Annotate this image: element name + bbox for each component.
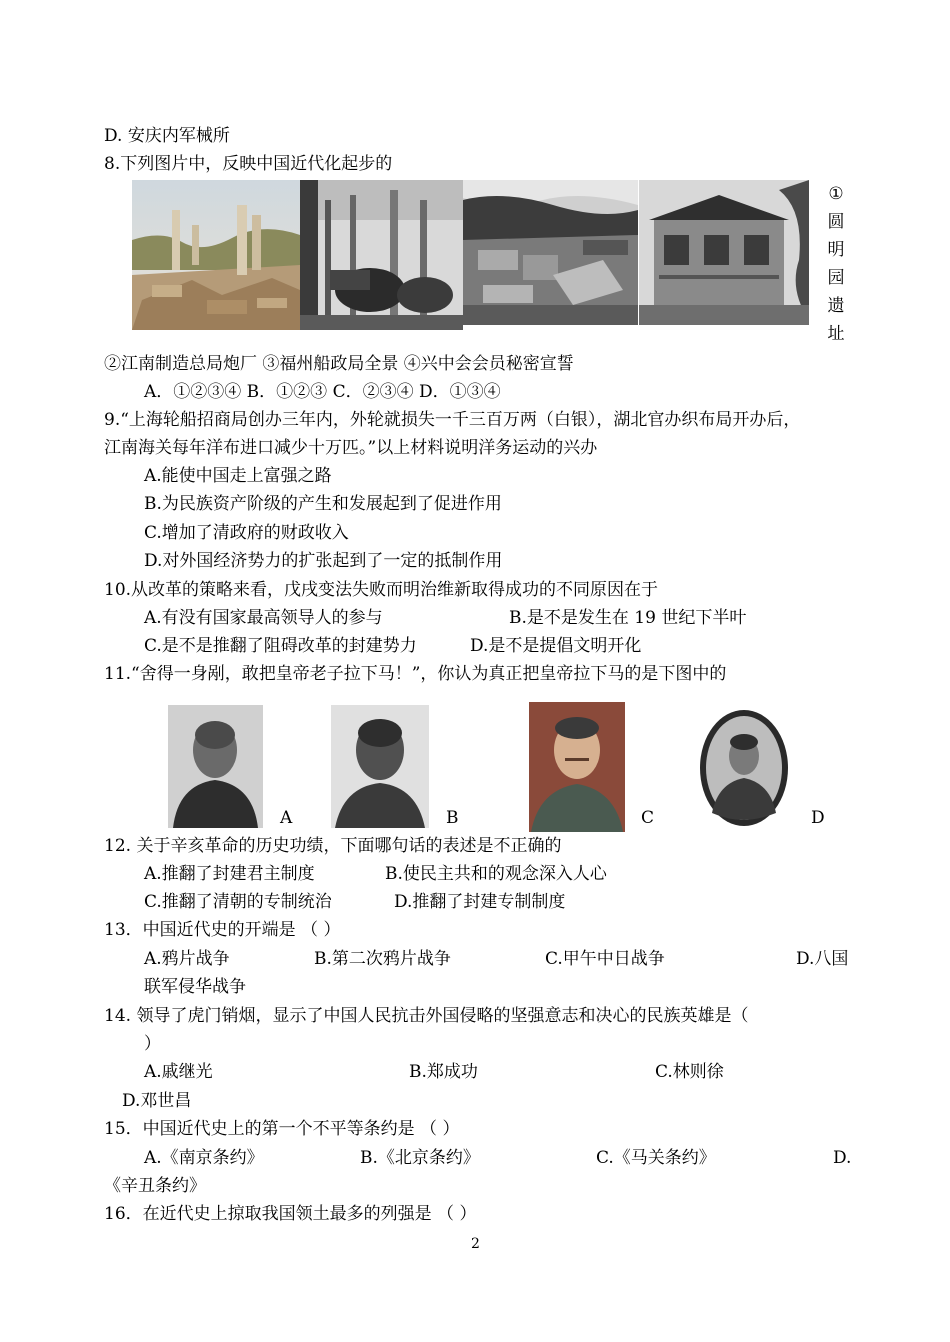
- portrait-label-c: C: [641, 808, 655, 828]
- photo-yuanmingyuan-ruins: [132, 180, 300, 330]
- page-number: 2: [471, 1236, 480, 1252]
- q14-option-c: C.林则徐: [655, 1062, 724, 1082]
- q12-option-a: A.推翻了封建君主制度: [144, 864, 315, 884]
- q13-option-a: A.鸦片战争: [144, 949, 230, 969]
- portrait-b: [331, 705, 429, 828]
- q9-option-a: A.能使中国走上富强之路: [144, 466, 332, 486]
- caption-char: 遗: [827, 296, 845, 316]
- caption-char: 明: [827, 240, 845, 260]
- option-d-anqing: D. 安庆内军械所: [104, 126, 230, 146]
- portrait-c: [529, 702, 625, 832]
- q12-option-d: D.推翻了封建专制制度: [394, 892, 566, 912]
- q9-option-c: C.增加了清政府的财政收入: [144, 523, 349, 543]
- portrait-label-a: A: [280, 808, 293, 828]
- question-16: 16．在近代史上掠取我国领土最多的列强是 （ ）: [104, 1204, 477, 1224]
- q14-option-b: B.郑成功: [409, 1062, 478, 1082]
- q15-option-d: D.: [833, 1148, 852, 1168]
- q14-option-d: D.邓世昌: [122, 1091, 192, 1111]
- q15-option-d-cont: 《辛丑条约》: [104, 1176, 206, 1196]
- q13-option-c: C.甲午中日战争: [545, 949, 665, 969]
- q10-option-b: B.是不是发生在 19 世纪下半叶: [509, 608, 747, 628]
- question-12: 12. 关于辛亥革命的历史功绩，下面哪句话的表述是不正确的: [104, 836, 562, 856]
- portrait-label-b: B: [446, 808, 459, 828]
- q10-option-d: D.是不是提倡文明开化: [470, 636, 642, 656]
- caption-char: 园: [827, 268, 845, 288]
- question-10: 10.从改革的策略来看，戊戌变法失败而明治维新取得成功的不同原因在于: [104, 580, 659, 600]
- q8-captions: ②江南制造总局炮厂 ③福州船政局全景 ④兴中会会员秘密宣誓: [104, 354, 574, 374]
- q13-option-d-cont: 联军侵华战争: [144, 977, 246, 997]
- q15-option-b: B.《北京条约》: [360, 1148, 480, 1168]
- q10-option-a: A.有没有国家最高领导人的参与: [144, 608, 383, 628]
- caption-char: ①: [828, 184, 844, 204]
- q14-option-a: A.戚继光: [144, 1062, 213, 1082]
- question-9-cont: 江南海关每年洋布进口减少十万匹。”以上材料说明洋务运动的兴办: [104, 438, 598, 458]
- q13-option-d: D.八国: [796, 949, 849, 969]
- portrait-d: [698, 708, 790, 828]
- q15-option-a: A.《南京条约》: [144, 1148, 264, 1168]
- question-15: 15．中国近代史上的第一个不平等条约是 （ ）: [104, 1119, 460, 1139]
- question-8: 8.下列图片中，反映中国近代化起步的: [104, 154, 393, 174]
- portrait-label-d: D: [811, 808, 825, 828]
- q9-option-b: B.为民族资产阶级的产生和发展起到了促进作用: [144, 494, 502, 514]
- q8-options: A．①②③④ B．①②③ C．②③④ D．①③④: [144, 382, 501, 402]
- caption-char: 址: [827, 324, 845, 344]
- q15-option-c: C.《马关条约》: [596, 1148, 716, 1168]
- photo-xingzhonghui-house: [639, 180, 809, 325]
- q9-option-d: D.对外国经济势力的扩张起到了一定的抵制作用: [144, 551, 503, 571]
- portrait-a: [168, 705, 263, 828]
- q12-option-c: C.推翻了清朝的专制统治: [144, 892, 332, 912]
- photo-jiangnan-arsenal: [300, 180, 463, 330]
- question-13: 13．中国近代史的开端是 （ ）: [104, 920, 341, 940]
- q12-option-b: B.使民主共和的观念深入人心: [385, 864, 607, 884]
- q10-option-c: C.是不是推翻了阻碍改革的封建势力: [144, 636, 417, 656]
- photo-fuzhou-shipyard: [463, 180, 638, 325]
- q13-option-b: B.第二次鸦片战争: [314, 949, 451, 969]
- question-14-paren: ）: [144, 1034, 161, 1054]
- caption-char: 圆: [827, 212, 845, 232]
- question-11: 11.“舍得一身剐，敢把皇帝老子拉下马！”，你认为真正把皇帝拉下马的是下图中的: [104, 664, 727, 684]
- question-9: 9.“上海轮船招商局创办三年内，外轮就损失一千三百万两（白银），湖北官办织布局开办后，: [104, 410, 801, 430]
- question-14: 14. 领导了虎门销烟，显示了中国人民抗击外国侵略的坚强意志和决心的民族英雄是（: [104, 1006, 749, 1026]
